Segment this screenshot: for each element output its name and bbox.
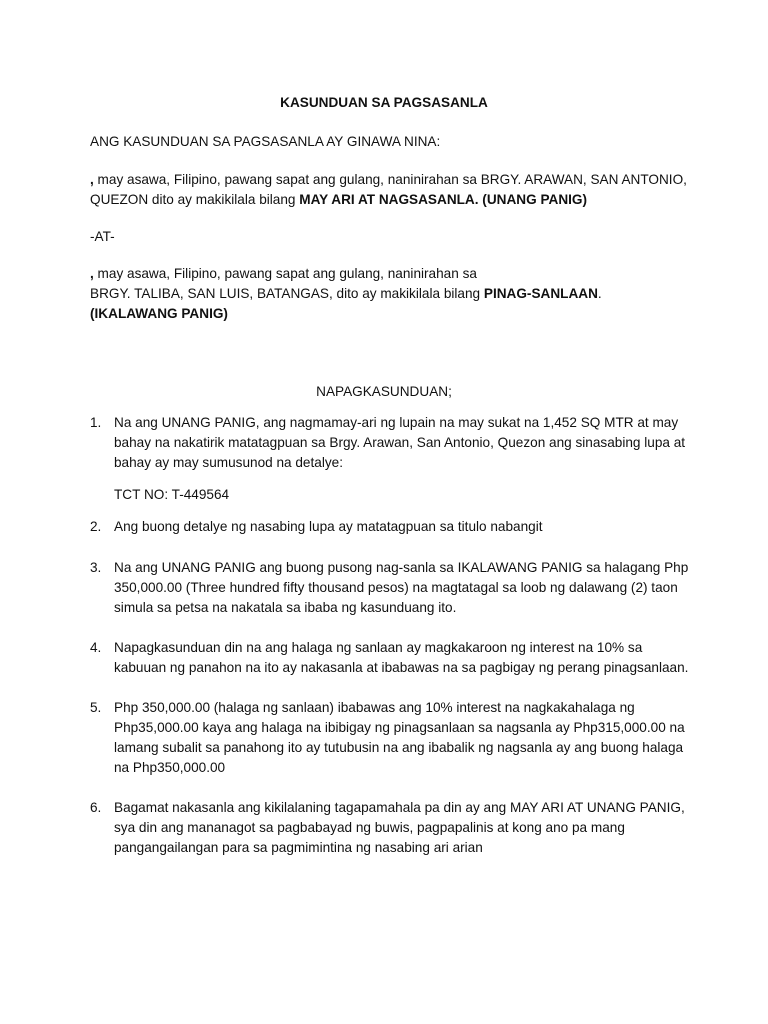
second-party-role: PINAG-SANLAAN (483, 286, 598, 301)
clause-number: 2. (90, 519, 102, 534)
document-title: KASUNDUAN SA PAGSASANLA (280, 95, 488, 110)
second-party-text-line2: BRGY. TALIBA, SAN LUIS, BATANGAS, dito ay makikilala bilang (90, 286, 484, 301)
clause-item (90, 798, 690, 858)
clause-list (90, 413, 690, 858)
clause-item (90, 638, 690, 678)
clause-text: Na ang UNANG PANIG, ang nagmamay-ari ng lupain na may sukat na 1,452 SQ MTR at may bahay na nakatirik matatagpuan sa Brgy. Arawan, San Antonio, Quezon ang sinasabing lupa at bahay ay may sumusunod na detalye: (114, 415, 686, 470)
clause-text: Napagkasunduan din na ang halaga ng sanlaan ay magkakaroon ng interest na 10% sa kabuuan ng panahon na ito ay nakasanla at ibabawas na sa pagbigay ng perang pinagsanlaan. (114, 640, 689, 675)
clause-item (90, 698, 690, 778)
clause-item (90, 517, 690, 537)
intro-text: ANG KASUNDUAN SA PAGSASANLA AY GINAWA NINA: (90, 134, 441, 149)
agreement-subtitle: NAPAGKASUNDUAN; (316, 384, 452, 399)
tct-number: TCT NO: T-449564 (114, 487, 230, 502)
second-party-lead: , (90, 266, 94, 281)
clause-text: Na ang UNANG PANIG ang buong pusong nag-sanla sa IKALAWANG PANIG sa halagang Php 350,000.00 (Three hundred fifty thousand pesos) na magtatagal sa loob ng dalawang (2) taon simula sa petsa na nakatala sa ibaba ng kasunduang ito. (114, 560, 689, 615)
first-party-role: MAY ARI AT NAGSASANLA. (UNANG PANIG) (299, 192, 588, 207)
second-party-role-separator: . (597, 286, 602, 301)
parties-separator: -AT- (90, 229, 115, 244)
clause-number: 3. (90, 560, 102, 575)
clause-number: 1. (90, 415, 102, 430)
clause-item (90, 413, 690, 505)
clause-number: 5. (90, 700, 102, 715)
clause-text: Php 350,000.00 (halaga ng sanlaan) ibabawas ang 10% interest na nagkakahalaga ng Php35,000.00 kaya ang halaga na ibibigay ng pinagsanlaan sa nagsanla ay Php315,000.00 na lamang subalit sa panahong ito ay tutubusin na ang ibabalik ng nagsanla ay ang buong halaga na Php350,000.00 (114, 700, 685, 775)
second-party-role-note: (IKALAWANG PANIG) (90, 306, 228, 321)
first-party-paragraph (90, 170, 690, 210)
second-party-text-line1: may asawa, Filipino, pawang sapat ang gulang, naninirahan sa (93, 266, 477, 281)
clause-number: 6. (90, 800, 102, 815)
second-party-paragraph (90, 264, 690, 324)
clause-text: Ang buong detalye ng nasabing lupa ay matatagpuan sa titulo nabangit (114, 519, 543, 534)
clause-item (90, 558, 690, 618)
clause-number: 4. (90, 640, 102, 655)
clause-text: Bagamat nakasanla ang kikilalaning tagapamahala pa din ay ang MAY ARI AT UNANG PANIG, sya din ang mananagot sa pagbabayad ng buwis, pagpapalinis at kong ano pa mang pangangailangan para sa pagmimintina ng nasabing ari arian (114, 800, 685, 855)
first-party-text: may asawa, Filipino, pawang sapat ang gulang, naninirahan sa BRGY. ARAWAN, SAN ANTONIO, QUEZON dito ay makikilala bilang (90, 172, 687, 207)
first-party-lead: , (90, 172, 94, 187)
